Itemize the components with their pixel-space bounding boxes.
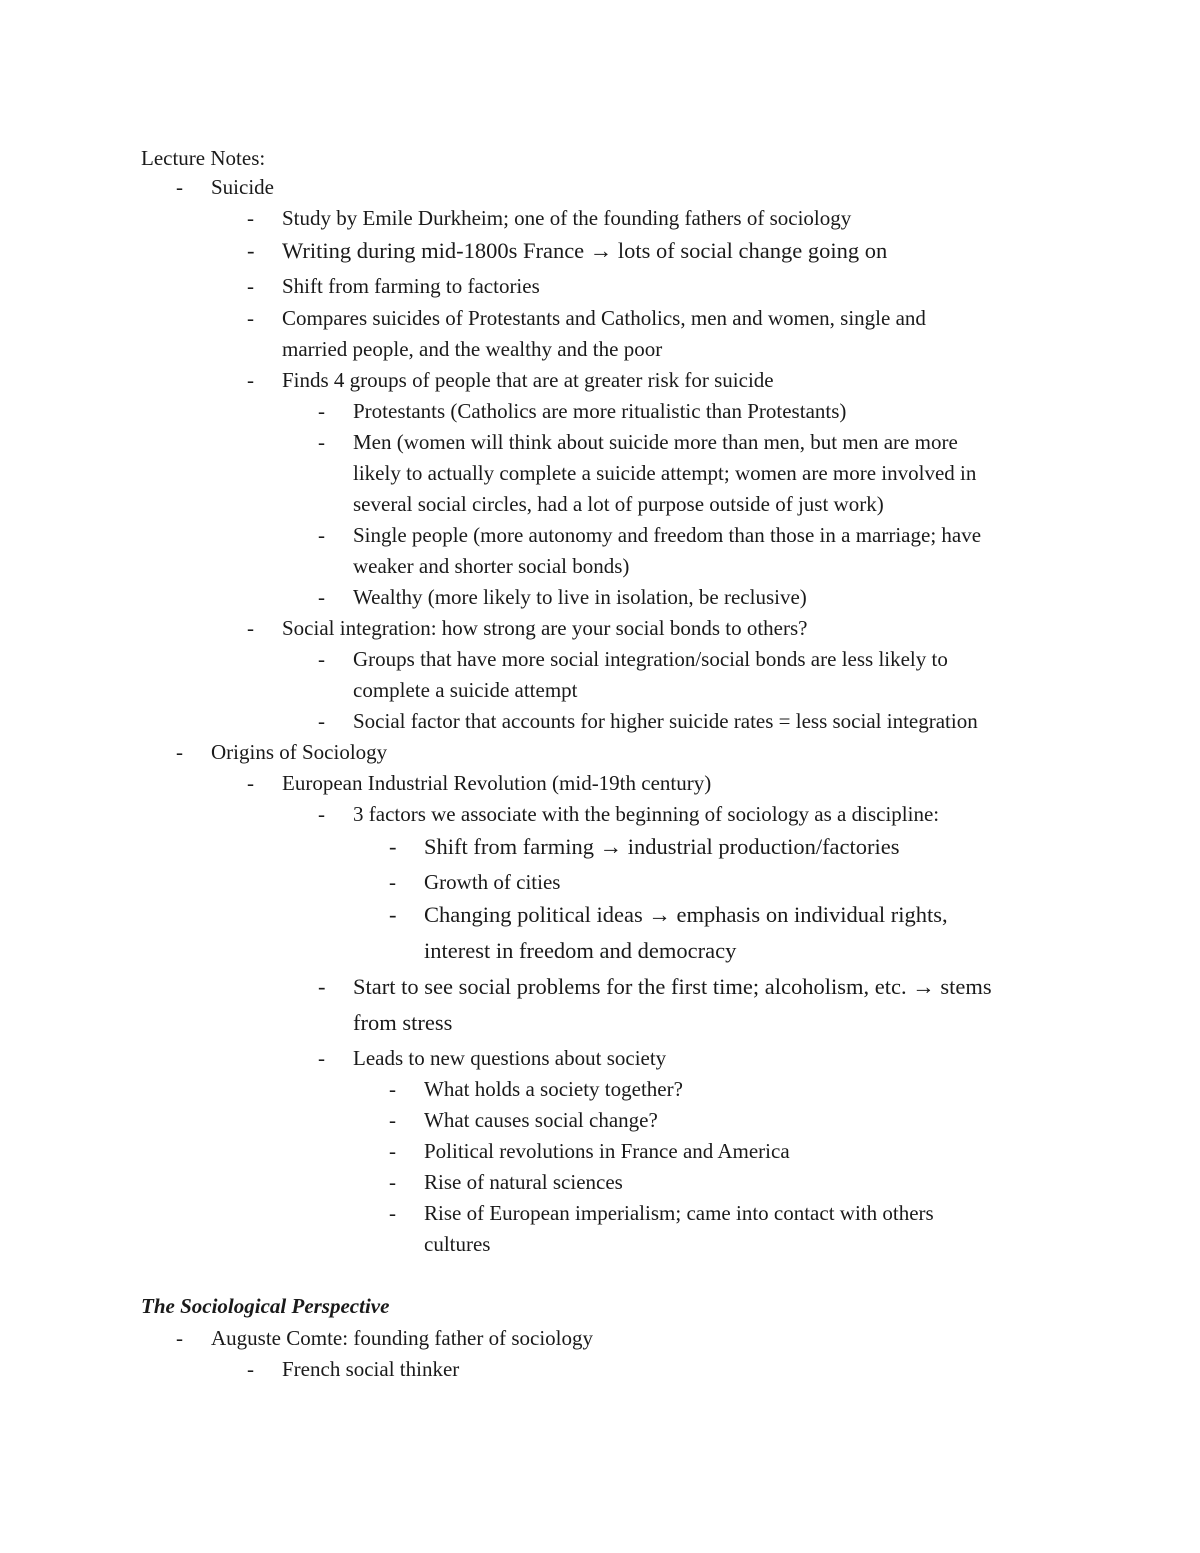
list-item-text: weaker and shorter social bonds): [353, 554, 630, 578]
bullet-dash: -: [318, 430, 325, 454]
bullet-dash: -: [176, 1326, 183, 1350]
bullet-dash: -: [389, 1139, 396, 1163]
list-item-text: Finds 4 groups of people that are at greater risk for suicide: [282, 368, 774, 392]
list-item-text: Protestants (Catholics are more ritualistic than Protestants): [353, 399, 847, 423]
list-item-text: Social integration: how strong are your social bonds to others?: [282, 616, 808, 640]
bullet-dash: -: [389, 1077, 396, 1101]
list-item-text: European Industrial Revolution (mid-19th century): [282, 771, 712, 795]
bullet-dash: -: [247, 616, 254, 640]
list-item-text: Start to see social problems for the first time; alcoholism, etc. → stems: [353, 974, 992, 999]
list-item-text: cultures: [424, 1232, 491, 1256]
list-item-text: Groups that have more social integration/social bonds are less likely to: [353, 647, 948, 671]
list-item-text: Single people (more autonomy and freedom than those in a marriage; have: [353, 523, 982, 547]
list-item-text: likely to actually complete a suicide attempt; women are more involved in: [353, 461, 977, 485]
list-item-text: several social circles, had a lot of purpose outside of just work): [353, 492, 884, 516]
list-item-text: married people, and the wealthy and the poor: [282, 337, 663, 361]
list-item-text: Shift from farming to factories: [282, 274, 540, 298]
list-item-text: Study by Emile Durkheim; one of the founding fathers of sociology: [282, 206, 852, 230]
bullet-dash: -: [318, 399, 325, 423]
list-item-text: Growth of cities: [424, 870, 561, 894]
bullet-dash: -: [318, 1046, 325, 1070]
bullet-dash: -: [176, 740, 183, 764]
bullet-dash: -: [318, 974, 326, 999]
list-item-text: Leads to new questions about society: [353, 1046, 667, 1070]
bullet-dash: -: [389, 870, 396, 894]
list-item-text: Auguste Comte: founding father of sociology: [211, 1326, 594, 1350]
bullet-dash: -: [247, 238, 255, 263]
list-item-text: Shift from farming → industrial production/factories: [424, 834, 900, 859]
list-item-text: 3 factors we associate with the beginning of sociology as a discipline:: [353, 802, 940, 826]
bullet-dash: -: [247, 206, 254, 230]
list-item-text: What holds a society together?: [424, 1077, 683, 1101]
list-item-text: Changing political ideas → emphasis on individual rights,: [424, 902, 948, 927]
list-item-text: Compares suicides of Protestants and Catholics, men and women, single and: [282, 306, 926, 330]
list-item-text: Wealthy (more likely to live in isolation, be reclusive): [353, 585, 807, 609]
section-title: The Sociological Perspective: [141, 1294, 390, 1318]
list-item-text: Origins of Sociology: [211, 740, 388, 764]
list-item-text: Writing during mid-1800s France → lots of social change going on: [282, 238, 888, 263]
bullet-dash: -: [318, 523, 325, 547]
list-item-text: Political revolutions in France and America: [424, 1139, 790, 1163]
list-item-text: French social thinker: [282, 1357, 460, 1381]
bullet-dash: -: [389, 902, 397, 927]
list-item-text: What causes social change?: [424, 1108, 658, 1132]
bullet-dash: -: [389, 834, 397, 859]
bullet-dash: -: [247, 771, 254, 795]
bullet-dash: -: [247, 306, 254, 330]
bullet-dash: -: [389, 1201, 396, 1225]
bullet-dash: -: [247, 274, 254, 298]
bullet-dash: -: [318, 585, 325, 609]
bullet-dash: -: [389, 1108, 396, 1132]
list-item-text: complete a suicide attempt: [353, 678, 578, 702]
list-item-text: Social factor that accounts for higher suicide rates = less social integration: [353, 709, 978, 733]
list-item-text: Suicide: [211, 175, 274, 199]
bullet-dash: -: [318, 709, 325, 733]
bullet-dash: -: [318, 647, 325, 671]
list-item-text: Men (women will think about suicide more than men, but men are more: [353, 430, 958, 454]
page-heading: Lecture Notes:: [141, 146, 266, 170]
bullet-dash: -: [247, 1357, 254, 1381]
list-item-text: interest in freedom and democracy: [424, 938, 737, 963]
bullet-dash: -: [318, 802, 325, 826]
list-item-text: from stress: [353, 1010, 453, 1035]
bullet-dash: -: [176, 175, 183, 199]
list-item-text: Rise of natural sciences: [424, 1170, 623, 1194]
bullet-dash: -: [389, 1170, 396, 1194]
bullet-dash: -: [247, 368, 254, 392]
list-item-text: Rise of European imperialism; came into contact with others: [424, 1201, 934, 1225]
